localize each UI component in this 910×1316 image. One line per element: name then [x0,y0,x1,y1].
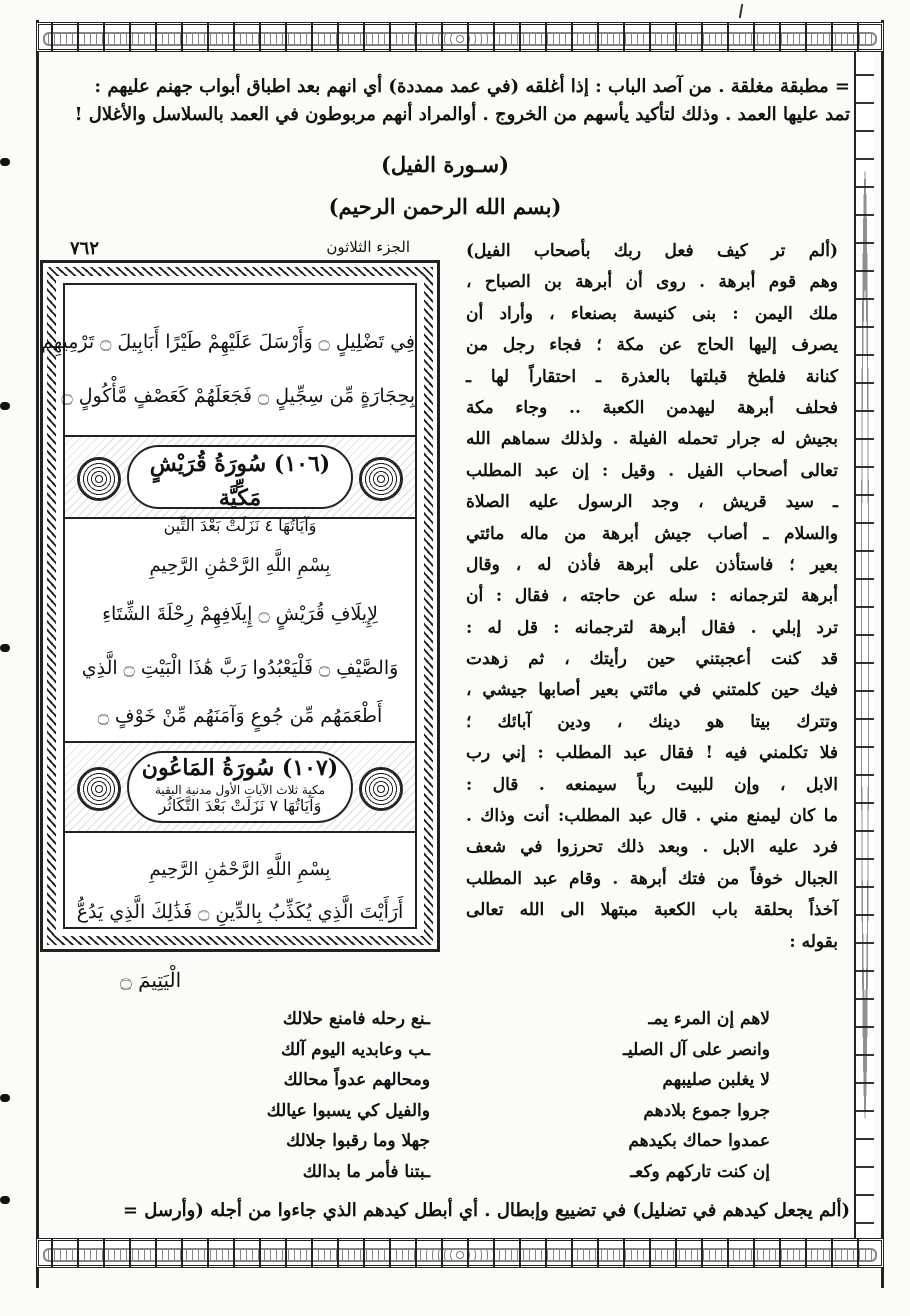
commentary-line: آخذاً بحلقة باب الكعبة مبتهلا الى الله تعالى [466,900,838,921]
poem-hemistich: ـب وعابديه اليوم آلك [280,1039,430,1060]
commentary-line: ملك اليمن : بنى كنيسة بصنعاء ، وأراد أن [466,303,838,324]
commentary-line: والسلام ـ أصاب جيش أبرهة من ماله مائتي [466,523,838,544]
commentary-line: وتترك بيتا هو دينك ، ودين آبائك ؛ [466,711,838,732]
margin-mark [0,158,10,166]
quraysh-verse-line: وَالصَّيْفِ ۝ فَلْيَعْبُدُوا رَبَّ هَٰذَا الْبَيْتِ ۝ الَّذِي [81,657,399,679]
bottom-text-line: (ألم يجعل كيدهم في تضليل) في تضييع وإبطال . أي أبطل كيدهم الذي جاءوا من أجله (وأرسل = [122,1200,850,1221]
page-number: ٧٦٢ [70,238,100,259]
commentary-line: ـ سيد قريش ، وجد الرسول عليه الصلاة [466,492,838,513]
poem-hemistich: لا يغلبن صليبهم [662,1070,770,1090]
poem-hemistich: ـبتنا فأمر ما بدالك [302,1161,430,1182]
surah-maun-note: مكية ثلاث الآيات الأول مدنية البقية [155,783,325,797]
margin-mark [0,1094,10,1102]
margin-mark [0,402,10,410]
basmala-quraysh: بِسْمِ اللَّهِ الرَّحْمَٰنِ الرَّحِيمِ [149,555,331,576]
poem-hemistich: جروا جموع بلادهم [643,1100,770,1121]
commentary-line: فحلف أبرهة ليهدمن الكعبة .. وجاء مكة [466,397,838,418]
commentary-line: أبرهة لترجمانه : سله عن حاجته ، فقال : أن [466,586,838,607]
rosette-ornament-icon [77,767,121,811]
rosette-ornament-icon [359,767,403,811]
commentary-line: قد كنت أعجبتني حين رأيتك ، ثم زهدت [466,649,838,670]
fil-verse-line: بِحِجَارَةٍ مِّن سِجِّيلٍ ۝ فَجَعَلَهُمْ كَعَصْفٍ مَّأْكُولٍ ۝ [61,385,415,407]
commentary-line: يصرف إليها الحاج عن مكة ؛ فجاء رجل من [466,335,838,356]
side-ornament-border [854,52,874,1238]
poem-verse [150,1065,770,1096]
commentary-line: فيك حين كلمتني في مائتي بعير أصابها جيشي ، [466,680,838,701]
commentary-line: وهم قوم أبرهة . روى أن أبرهة بن الصباح ، [466,272,838,293]
quran-continuation-word: الْيَتِيمَ ۝ [120,968,182,992]
juz-label: الجزء الثلاثون [326,238,410,256]
commentary-line: بعير ؛ فاستأذن على أبرهة فأذن له ، وقال [466,554,838,575]
surah-maun-title-band [65,741,415,833]
poem-verse [150,1096,770,1127]
margin-mark [0,1196,10,1204]
quraysh-verse-line: لِإِيلَافِ قُرَيْشٍ ۝ إِيلَافِهِمْ رِحْلَةَ الشِّتَاءِ [102,603,378,625]
poem-block [150,1004,770,1187]
top-text-line-1: = مطبقة مغلقة . من آصد الباب : إذا أغلقه (في عمد ممددة) أي انهم بعد اطباق أبواب جهنم عليهم : [94,76,850,97]
commentary-column [466,236,838,958]
fil-verse-line: فِي تَضْلِيلٍ ۝ وَأَرْسَلَ عَلَيْهِمْ طَيْرًا أَبَابِيلَ ۝ تَرْمِيهِم [41,331,415,353]
commentary-line: بجيش له جرار تحمله الفيلة . ولذلك سماهم الله [466,429,838,450]
quran-page-inner [41,283,417,929]
rosette-ornament-icon [77,457,121,501]
quran-page-header [40,238,440,260]
poem-hemistich: إن كنت تاركهم وكعـ [630,1161,770,1182]
quran-page-box [40,260,440,952]
poem-hemistich: وانصر على آل الصليـ [623,1039,770,1060]
top-ornament-border [36,22,884,52]
surah-maun-title: (١٠٧) سُورَةُ المَاعُون [141,755,339,781]
poem-hemistich: والفيل كي يسبوا عيالك [266,1100,430,1121]
poem-verse [150,1035,770,1066]
commentary-line: تعالى أصحاب الفيل . وقيل : إن عبد المطلب [466,460,838,481]
rosette-ornament-icon [359,457,403,501]
surah-maun-info: وَآيَاتُهَا ٧ نَزَلَتْ بَعْدَ التَّكَاثُر [158,796,322,815]
commentary-line: ما كان ليمنع مني . قال عبد المطلب: أنت وذاك . [466,806,838,827]
poem-verse [150,1157,770,1188]
maun-verse-line: أَرَأَيْتَ الَّذِي يُكَذِّبُ بِالدِّينِ ۝ فَذَٰلِكَ الَّذِي يَدُعُّ [76,901,404,923]
commentary-line: ترد إبلي . فقال أبرهة لترجمانه : قل له : [466,617,838,638]
poem-hemistich: جهلا وما رقبوا جلالك [286,1131,430,1151]
commentary-line: الجبال خوفاً من فتك أبرهة . وقام عبد المطلب [466,868,838,889]
surah-quraysh-title-band [65,435,415,535]
surah-quraysh-cartouche [127,445,353,535]
poem-hemistich: لاهم إن المرء يمـ [648,1009,770,1029]
bottom-ornament-border [36,1238,884,1268]
commentary-line: الابل ، وإن للبيت رباً سيمنعه . قال : [466,774,838,795]
poem-verse [150,1126,770,1157]
commentary-line: (ألم تر كيف فعل ربك بأصحاب الفيل) [466,241,838,261]
quraysh-verse-line: أَطْعَمَهُم مِّن جُوعٍ وَآمَنَهُم مِّنْ خَوْفٍ ۝ [97,705,383,727]
top-text-line-2: تمد عليها العمد . وذلك لتأكيد يأسهم من الخروج . أوالمراد أنهم مربوطون في العمد بالسلاسل والأغلال ! [74,104,850,125]
commentary-line: كنانة فلطخ قبلتها بالعذرة ـ احتقاراً لها ـ [466,366,838,387]
poem-hemistich: ـنع رحله فامنع حلالك [282,1009,430,1029]
basmala-maun: بِسْمِ اللَّهِ الرَّحْمَٰنِ الرَّحِيمِ [149,859,331,880]
surah-heading: (سـورة الفيل) [380,152,510,177]
surah-maun-cartouche [127,751,353,823]
surah-quraysh-title: (١٠٦) سُورَةُ قُرَيْشٍ مَكِّيَّة [149,451,331,511]
basmala-heading: (بسم الله الرحمن الرحيم) [328,194,562,219]
margin-mark [0,644,10,652]
ink-mark [739,4,743,18]
surah-quraysh-info: وَآيَاتُهَا ٤ نَزَلَتْ بَعْدَ التِّين [163,516,317,535]
poem-hemistich: ومحالهم عدواً محالك [283,1070,430,1090]
commentary-line: فرد عليه الابل . وبعد ذلك تحرزوا في شعف [466,837,838,858]
poem-hemistich: عمدوا حماك بكيدهم [628,1131,770,1151]
commentary-line: بقوله : [789,931,838,952]
poem-verse [150,1004,770,1035]
commentary-line: فلا تكلمني فيه ! فقال عبد المطلب : إني رب [466,743,838,764]
